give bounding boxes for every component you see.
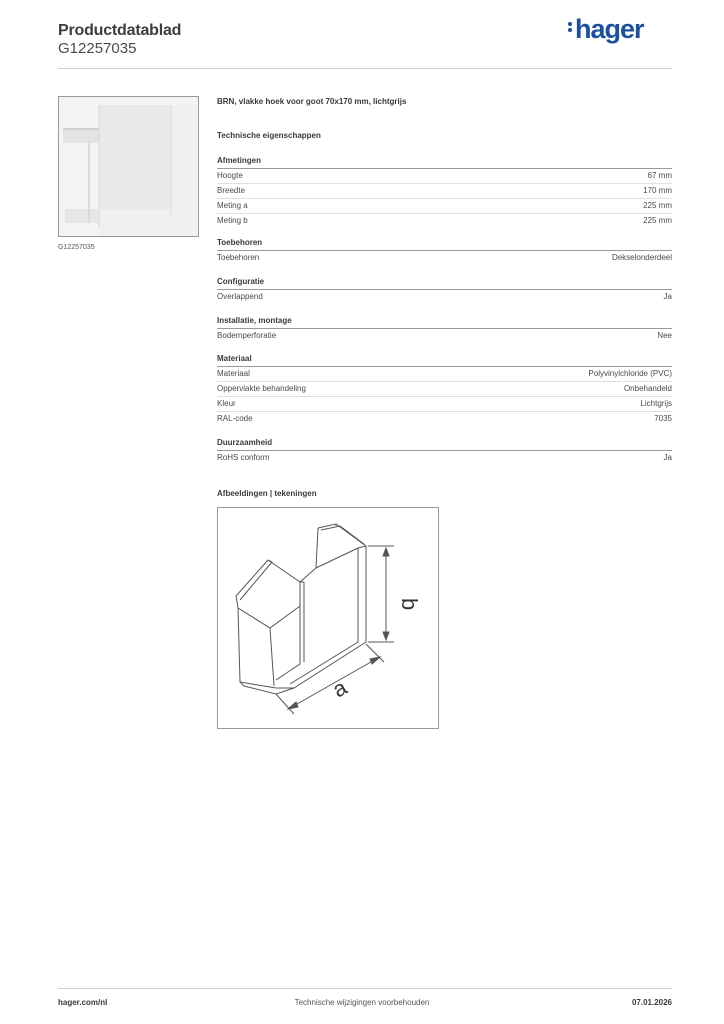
row-value: Polyvinylchloride (PVC)	[588, 369, 672, 378]
section-installatie	[217, 316, 672, 343]
row-value: 7035	[654, 414, 672, 423]
row-value: 170 mm	[643, 186, 672, 195]
table-row	[217, 251, 672, 265]
row-label: Meting a	[217, 201, 248, 210]
hager-logo[interactable]	[568, 14, 644, 45]
section-title: Configuratie	[217, 277, 672, 290]
row-value: Ja	[663, 453, 672, 462]
section-title: Afmetingen	[217, 156, 672, 169]
drawings-title: Afbeeldingen | tekeningen	[217, 489, 317, 498]
footer-notice: Technische wijzigingen voorbehouden	[294, 998, 430, 1007]
row-value: 225 mm	[643, 216, 672, 225]
row-value: 67 mm	[647, 171, 672, 180]
row-value: Nee	[657, 331, 672, 340]
product-description: BRN, vlakke hoek voor goot 70x170 mm, lichtgrijs	[217, 97, 407, 106]
table-row	[217, 412, 672, 426]
section-toebehoren	[217, 238, 672, 265]
row-label: Kleur	[217, 399, 236, 408]
logo-text: hager	[575, 14, 644, 44]
row-label: Oppervlakte behandeling	[217, 384, 306, 393]
section-title: Duurzaamheid	[217, 438, 672, 451]
row-label: Hoogte	[217, 171, 243, 180]
product-image-caption: G12257035	[58, 244, 95, 251]
section-title: Toebehoren	[217, 238, 672, 251]
row-label: Bodemperforatie	[217, 331, 277, 340]
row-label: Meting b	[217, 216, 248, 225]
logo-dots-icon	[568, 20, 574, 34]
row-label: RAL-code	[217, 414, 253, 423]
flat-angle-drawing-icon	[218, 508, 438, 728]
technical-properties-title: Technische eigenschappen	[217, 131, 321, 140]
product-photo-icon	[59, 97, 198, 236]
table-row	[217, 367, 672, 382]
row-value: Dekselonderdeel	[611, 253, 672, 262]
technical-drawing	[217, 507, 439, 729]
table-row	[217, 451, 672, 465]
table-row	[217, 397, 672, 412]
row-value: 225 mm	[643, 201, 672, 210]
table-row	[217, 329, 672, 343]
section-title: Materiaal	[217, 354, 672, 367]
dimension-b-label: b	[397, 598, 422, 611]
section-configuratie	[217, 277, 672, 304]
table-row	[217, 169, 672, 184]
product-code: G12257035	[58, 40, 137, 57]
row-label: Overlappend	[217, 292, 263, 301]
section-duurzaamheid	[217, 438, 672, 465]
product-image	[58, 96, 199, 237]
header-divider	[58, 68, 672, 69]
table-row	[217, 382, 672, 397]
table-row	[217, 199, 672, 214]
row-value: Ja	[663, 292, 672, 301]
section-materiaal	[217, 354, 672, 426]
row-value: Onbehandeld	[623, 384, 672, 393]
table-row	[217, 214, 672, 228]
dimension-a-label: a	[328, 674, 352, 703]
footer-website-link[interactable]: hager.com/nl	[58, 998, 108, 1007]
row-label: RoHS conform	[217, 453, 270, 462]
table-row	[217, 290, 672, 304]
row-label: Materiaal	[217, 369, 250, 378]
section-title: Installatie, montage	[217, 316, 672, 329]
section-afmetingen	[217, 156, 672, 228]
table-row	[217, 184, 672, 199]
row-label: Breedte	[217, 186, 246, 195]
footer-divider	[58, 988, 672, 989]
page-title: Productdatablad	[58, 22, 182, 39]
row-value: Lichtgrijs	[640, 399, 672, 408]
row-label: Toebehoren	[217, 253, 260, 262]
footer-date: 07.01.2026	[631, 998, 672, 1007]
